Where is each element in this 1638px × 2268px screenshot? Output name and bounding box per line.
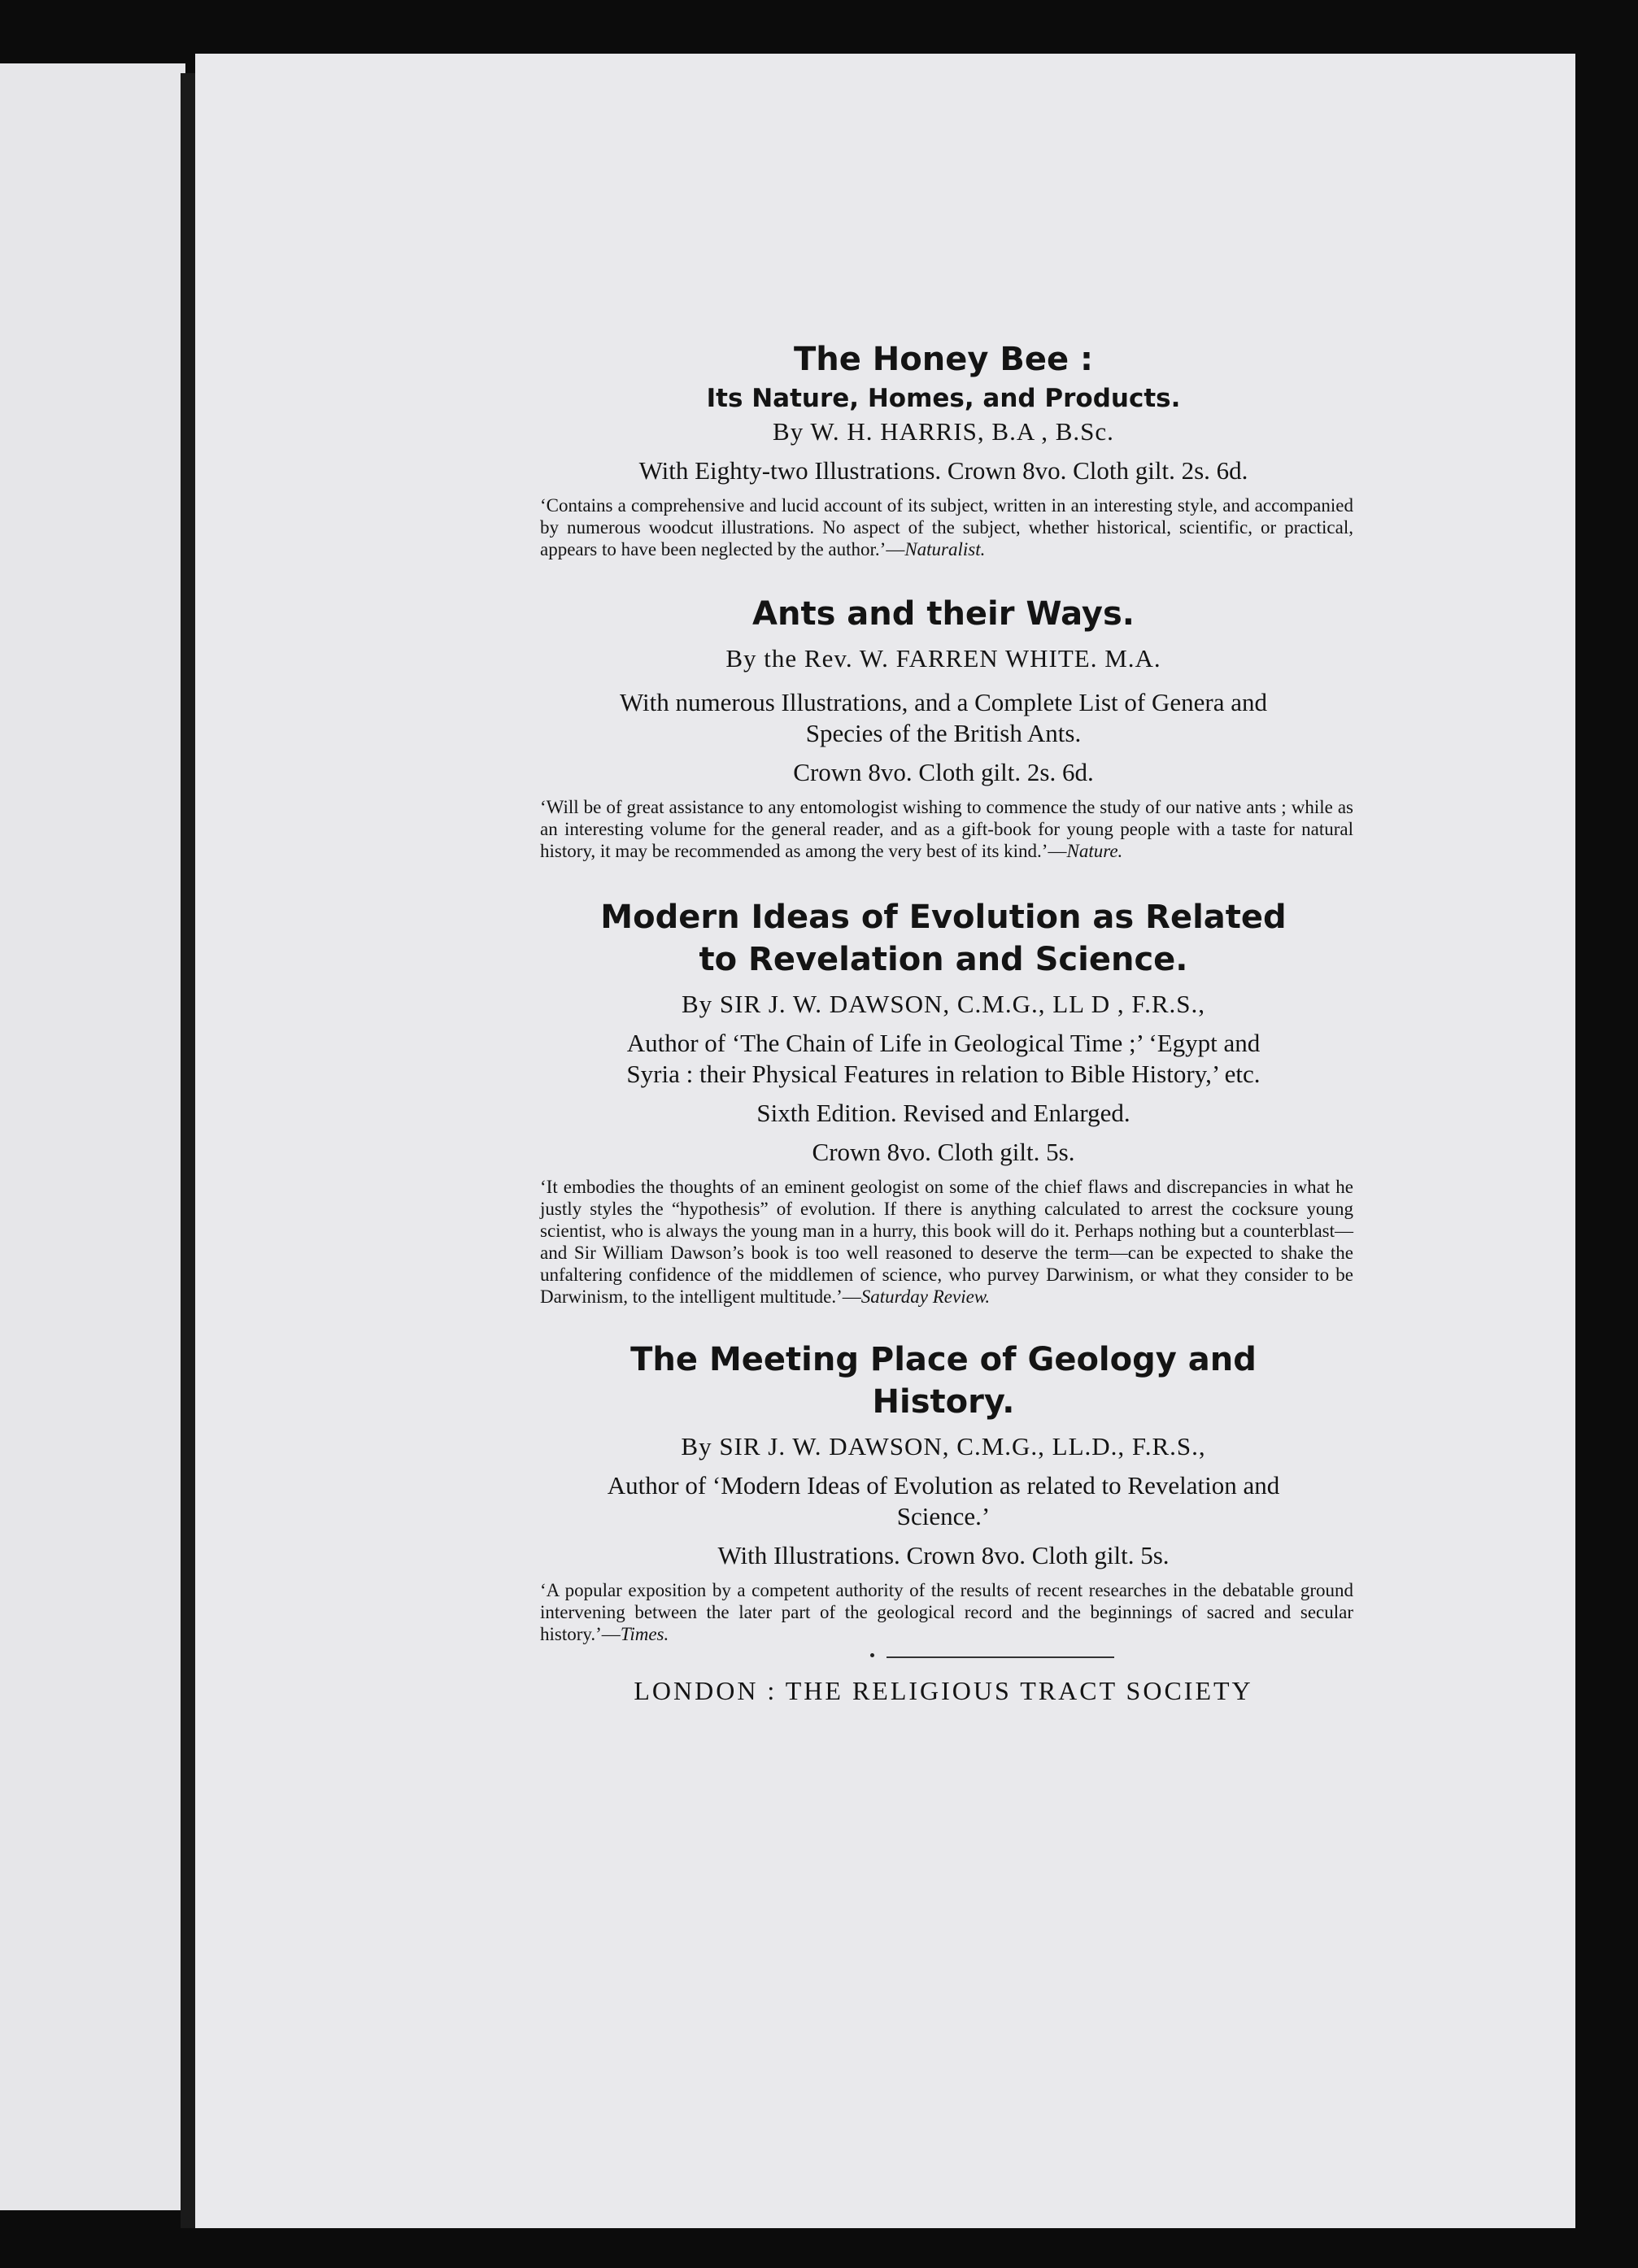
- book-title: The Meeting Place of Geology and: [630, 1341, 1257, 1378]
- book-title: to Revelation and Science.: [699, 941, 1188, 978]
- facing-page-edge: [0, 63, 185, 2210]
- quote-text: ‘A popular exposition by a competent authority of the results of recent researches in the debatable ground intervening between the later part of the geological record and the beginnings of sacred and secular history.’—: [540, 1580, 1353, 1644]
- quote-text: ‘It embodies the thoughts of an eminent geologist on some of the chief flaws and discrepancies in what he justly styles the “hypothesis” of evolution. If there is anything calculated to arrest the cocksure young scientist, who is always the young man in a hurry, this book will do it. Perhaps nothing but a counterblast—and Sir William Dawson’s book is too well reasoned to deserve the term—can be expected to shake the unfaltering confidence of the middlemen of science, who purvey Darwinism, or what they consider to be Darwinism, to the intelligent multitude.’—: [540, 1177, 1353, 1307]
- author-credits: Author of ‘Modern Ideas of Evolution as related to Revelation and: [607, 1471, 1280, 1500]
- format-price: With Illustrations. Crown 8vo. Cloth gilt. 5s.: [717, 1541, 1170, 1569]
- review-quote: [540, 796, 1353, 862]
- author-line: By SIR J. W. DAWSON, C.M.G., LL.D., F.R.S.,: [681, 1432, 1206, 1460]
- book-listing-honey-bee: [415, 338, 1472, 560]
- author-credits: Science.’: [896, 1502, 991, 1530]
- book-listing-meeting-place: [415, 1339, 1472, 1645]
- author-credits: Author of ‘The Chain of Life in Geological Time ;’ ‘Egypt and: [626, 1029, 1261, 1057]
- publisher-imprint: LONDON : THE RELIGIOUS TRACT SOCIETY: [634, 1676, 1253, 1705]
- quote-source: Saturday Review.: [860, 1286, 991, 1307]
- book-title: Ants and their Ways.: [752, 595, 1135, 633]
- advertisement-content: [415, 338, 1472, 1732]
- quote-text: ‘Will be of great assistance to any entomologist wishing to commence the study of our native ants ; while as an interesting volume for the general reader, and as a gift-book for young people with a taste for natural history, it may be recommended as among the very best of its kind.’—: [540, 797, 1353, 861]
- book-page: [195, 54, 1575, 2228]
- book-listing-modern-ideas: [415, 896, 1472, 1308]
- edition-details: Sixth Edition. Revised and Enlarged.: [756, 1099, 1130, 1127]
- divider: [415, 1645, 1472, 1669]
- quote-source: Nature.: [1066, 841, 1123, 861]
- edition-details: With Eighty-two Illustrations. Crown 8vo. Cloth gilt. 2s. 6d.: [638, 456, 1248, 485]
- book-gutter: [181, 73, 195, 2228]
- divider-dot: [870, 1653, 874, 1657]
- author-line: By the Rev. W. FARREN WHITE. M.A.: [725, 644, 1161, 673]
- quote-source: Naturalist.: [904, 539, 986, 559]
- review-quote: [540, 1579, 1353, 1645]
- book-title: The Honey Bee :: [793, 341, 1094, 378]
- format-price: Crown 8vo. Cloth gilt. 2s. 6d.: [793, 758, 1094, 786]
- author-credits: Syria : their Physical Features in relation to Bible History,’ etc.: [626, 1060, 1261, 1088]
- quote-source: Times.: [620, 1624, 669, 1644]
- divider-rule: [887, 1656, 1114, 1658]
- review-quote: [540, 1176, 1353, 1308]
- format-price: Crown 8vo. Cloth gilt. 5s.: [812, 1138, 1075, 1166]
- edition-details: Species of the British Ants.: [805, 719, 1082, 747]
- book-title: History.: [872, 1383, 1015, 1421]
- author-line: By W. H. HARRIS, B.A , B.Sc.: [773, 417, 1114, 446]
- quote-text: ‘Contains a comprehensive and lucid account of its subject, written in an interesting style, and accompanied by numerous woodcut illustrations. No aspect of the subject, whether historical, scientific, or practical, appears to have been neglected by the author.’—: [540, 495, 1353, 559]
- book-title: Modern Ideas of Evolution as Related: [600, 899, 1287, 936]
- review-quote: [540, 494, 1353, 560]
- author-line: By SIR J. W. DAWSON, C.M.G., LL D , F.R.S.,: [681, 990, 1206, 1018]
- book-subtitle: Its Nature, Homes, and Products.: [706, 384, 1181, 413]
- book-listing-ants: [415, 593, 1472, 862]
- edition-details: With numerous Illustrations, and a Complete List of Genera and: [620, 688, 1267, 716]
